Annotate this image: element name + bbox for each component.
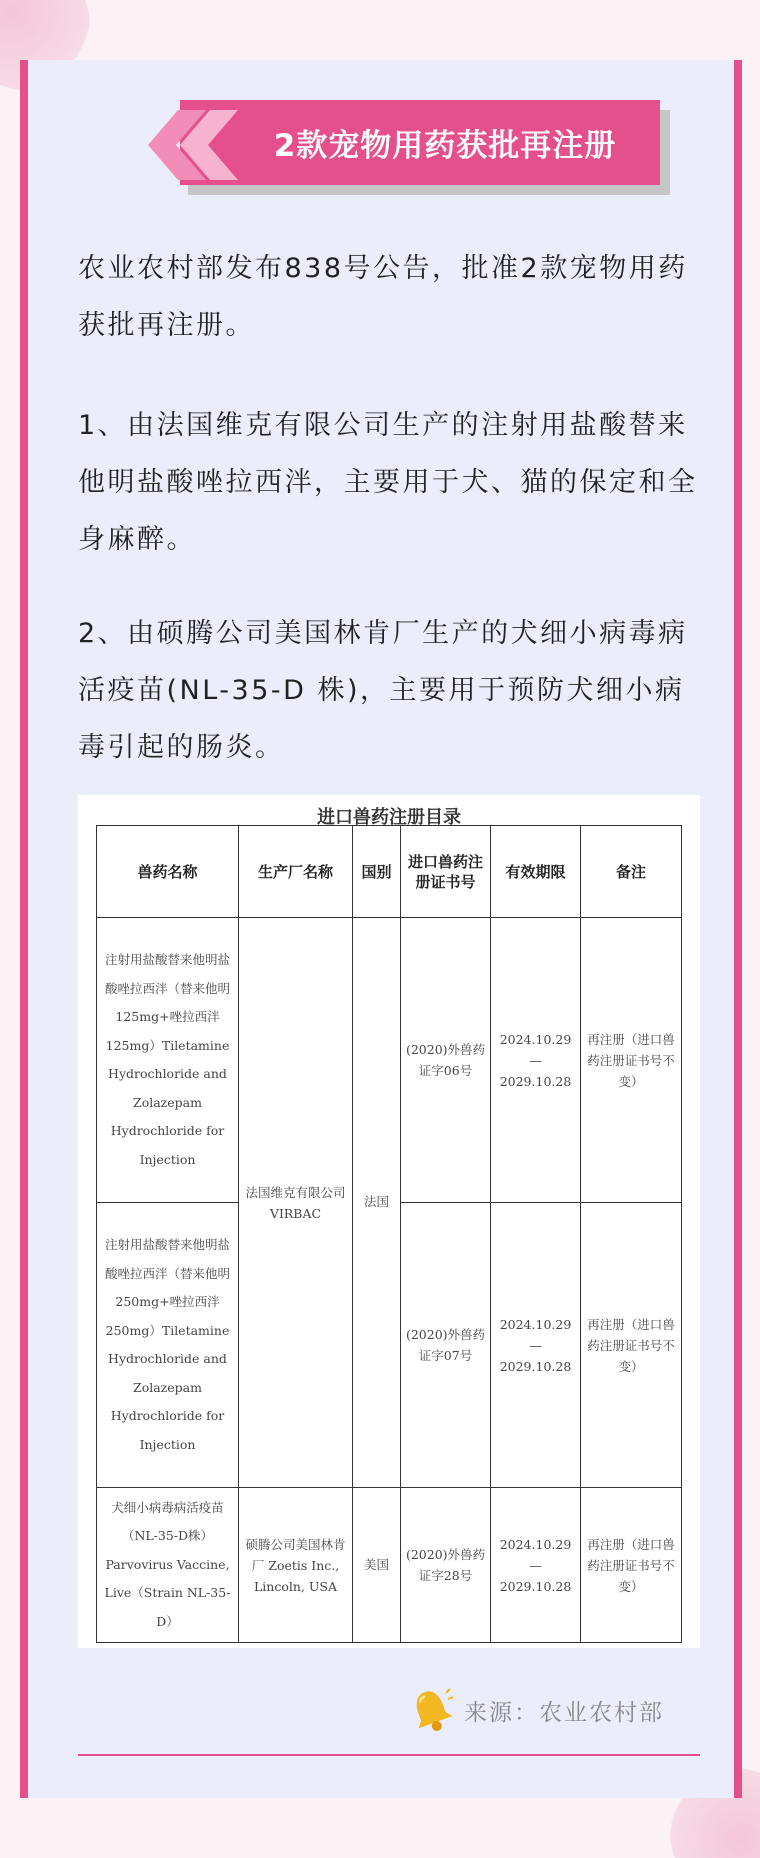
- header-cell: 有效期限: [491, 826, 581, 918]
- table-header-row: [97, 826, 682, 918]
- source-label: 来源：农业农村部: [464, 1699, 664, 1726]
- registry-table: [96, 825, 682, 1643]
- table-row: [97, 1488, 682, 1643]
- validity-cell: 2024.10.29 — 2029.10.28: [491, 1488, 581, 1643]
- bottom-divider: [78, 1754, 700, 1756]
- remark-cell: 再注册（进口兽药注册证书号不变）: [581, 1488, 682, 1643]
- header-cell: 生产厂名称: [239, 826, 353, 918]
- remark-cell: 再注册（进口兽药注册证书号不变）: [581, 1203, 682, 1488]
- cert-cell: (2020)外兽药证字06号: [401, 918, 491, 1203]
- registry-title: 进口兽药注册目录: [317, 807, 461, 828]
- item-2-paragraph: 2、由硕腾公司美国林肯厂生产的犬细小病毒病活疫苗(NL-35-D 株)，主要用于预防犬细小病毒引起的肠炎。: [78, 618, 688, 763]
- cert-cell: (2020)外兽药证字28号: [401, 1488, 491, 1643]
- cert-cell: (2020)外兽药证字07号: [401, 1203, 491, 1488]
- title-banner: [148, 100, 668, 200]
- validity-cell: 2024.10.29 — 2029.10.28: [491, 918, 581, 1203]
- country-cell: 美国: [353, 1488, 401, 1643]
- drug-name-cell: 注射用盐酸替来他明盐酸唑拉西泮（替来他明125mg+唑拉西泮125mg）Tiletamine Hydrochloride and Zolazepam Hydrochloride for Injection: [97, 918, 239, 1203]
- bell-icon: [408, 1685, 454, 1735]
- manufacturer-cell: 硕腾公司美国林肯厂 Zoetis Inc., Lincoln, USA: [239, 1488, 353, 1643]
- country-cell: 法国: [353, 918, 401, 1488]
- content-panel: [20, 60, 742, 1798]
- header-cell: 国别: [353, 826, 401, 918]
- validity-cell: 2024.10.29 — 2029.10.28: [491, 1203, 581, 1488]
- header-cell: 备注: [581, 826, 682, 918]
- chevron-double-icon: [148, 110, 258, 180]
- source-line: [408, 1685, 664, 1735]
- table-row: [97, 918, 682, 1203]
- header-cell: 进口兽药注册证书号: [401, 826, 491, 918]
- page-title: 2款宠物用药获批再注册: [180, 100, 660, 185]
- remark-cell: 再注册（进口兽药注册证书号不变）: [581, 918, 682, 1203]
- registry-document-image: [78, 795, 700, 1648]
- drug-name-cell: 犬细小病毒病活疫苗（NL-35-D株）Parvovirus Vaccine, Live（Strain NL-35-D）: [97, 1488, 239, 1643]
- drug-name-cell: 注射用盐酸替来他明盐酸唑拉西泮（替来他明250mg+唑拉西泮250mg）Tiletamine Hydrochloride and Zolazepam Hydrochloride for Injection: [97, 1203, 239, 1488]
- manufacturer-cell: 法国维克有限公司 VIRBAC: [239, 918, 353, 1488]
- header-cell: 兽药名称: [97, 826, 239, 918]
- intro-paragraph: 农业农村部发布838号公告，批准2款宠物用药获批再注册。: [78, 253, 688, 341]
- item-1-paragraph: 1、由法国维克有限公司生产的注射用盐酸替来他明盐酸唑拉西泮，主要用于犬、猫的保定和全身麻醉。: [78, 410, 698, 555]
